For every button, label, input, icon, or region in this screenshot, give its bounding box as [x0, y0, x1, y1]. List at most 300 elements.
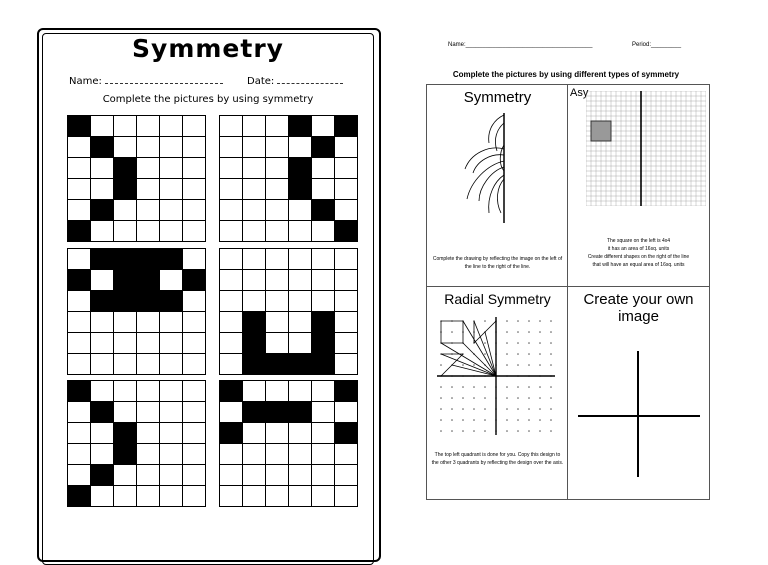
grid-dot: [462, 430, 464, 432]
grid-cell[interactable]: [137, 137, 159, 157]
grid-cell[interactable]: [266, 137, 288, 157]
grid-cell[interactable]: [266, 423, 288, 443]
grid-cell[interactable]: [312, 312, 334, 332]
grid-dot: [528, 386, 530, 388]
grid-cell[interactable]: [335, 381, 357, 401]
grid-cell[interactable]: [335, 249, 357, 269]
grid-cell[interactable]: [68, 465, 90, 485]
grid-cell[interactable]: [114, 270, 136, 290]
grid-cell[interactable]: [335, 221, 357, 241]
date-label: Date:: [247, 76, 275, 87]
grid-cell[interactable]: [183, 270, 205, 290]
grid-cell[interactable]: [91, 354, 113, 374]
design-line: [441, 354, 496, 376]
grid-cell[interactable]: [266, 486, 288, 506]
grid-cell[interactable]: [137, 158, 159, 178]
grid-dot: [484, 353, 486, 355]
grid-cell[interactable]: [137, 402, 159, 422]
instruction-line: it has an area of 16sq. units: [607, 246, 670, 252]
grid-cell[interactable]: [91, 312, 113, 332]
grid-dot: [517, 419, 519, 421]
grid-cell[interactable]: [91, 444, 113, 464]
grid-cell[interactable]: [289, 354, 311, 374]
quadrant-asymmetry: [567, 84, 710, 288]
grid-dot: [440, 408, 442, 410]
grid-cell[interactable]: [220, 291, 242, 311]
grid-cell[interactable]: [289, 333, 311, 353]
grid-cell[interactable]: [220, 381, 242, 401]
grid-cell[interactable]: [137, 312, 159, 332]
grid-cell[interactable]: [160, 312, 182, 332]
grid-cell[interactable]: [243, 137, 265, 157]
grid-cell[interactable]: [91, 423, 113, 443]
quadrant-instructions: Complete the drawing by reflecting the image on the left of the line to the right of the line.: [432, 256, 563, 270]
grid-dot: [473, 430, 475, 432]
grid-cell[interactable]: [160, 137, 182, 157]
grid-cell[interactable]: [312, 270, 334, 290]
grid-cell[interactable]: [312, 249, 334, 269]
grid-dot: [517, 320, 519, 322]
grid-cell[interactable]: [183, 179, 205, 199]
grid-cell[interactable]: [183, 486, 205, 506]
grid-cell[interactable]: [114, 179, 136, 199]
grid-cell[interactable]: [220, 402, 242, 422]
grid-cell[interactable]: [289, 249, 311, 269]
grid-cell[interactable]: [220, 465, 242, 485]
grid-cell[interactable]: [68, 402, 90, 422]
grid-cell[interactable]: [266, 402, 288, 422]
grid-cell[interactable]: [91, 333, 113, 353]
grid-dot: [539, 364, 541, 366]
grid-cell[interactable]: [289, 486, 311, 506]
grid-cell[interactable]: [312, 179, 334, 199]
grid-cell[interactable]: [289, 423, 311, 443]
grid-cell[interactable]: [114, 333, 136, 353]
grid-cell[interactable]: [289, 200, 311, 220]
grid-cell[interactable]: [137, 270, 159, 290]
grid-cell[interactable]: [137, 381, 159, 401]
symmetry-grid[interactable]: [67, 248, 206, 375]
grid-cell[interactable]: [137, 116, 159, 136]
grid-cell[interactable]: [312, 221, 334, 241]
grid-cell[interactable]: [335, 486, 357, 506]
worksheet-instruction: Complete the pictures by using symmetry: [102, 94, 314, 105]
grid-cell[interactable]: [243, 116, 265, 136]
grid-dot: [550, 353, 552, 355]
grid-dot: [484, 419, 486, 421]
grid-cell[interactable]: [114, 465, 136, 485]
grid-cell[interactable]: [243, 179, 265, 199]
grid-cell[interactable]: [335, 291, 357, 311]
grid-cell[interactable]: [243, 333, 265, 353]
grid-cell[interactable]: [114, 444, 136, 464]
design-line: [441, 354, 463, 376]
grid-cell[interactable]: [243, 270, 265, 290]
grid-cell[interactable]: [183, 465, 205, 485]
grid-dot: [451, 430, 453, 432]
grid-cell[interactable]: [220, 249, 242, 269]
grid-cell[interactable]: [137, 200, 159, 220]
grid-cell[interactable]: [114, 423, 136, 443]
grid-cell[interactable]: [220, 354, 242, 374]
grid-cell[interactable]: [266, 381, 288, 401]
grid-cell[interactable]: [335, 270, 357, 290]
grid-cell[interactable]: [160, 116, 182, 136]
name-line[interactable]: Name:______________________________________: [448, 42, 593, 48]
grid-dot: [528, 397, 530, 399]
grid-cell[interactable]: [183, 444, 205, 464]
grid-cell[interactable]: [114, 402, 136, 422]
grid-cell[interactable]: [91, 465, 113, 485]
grid-cell[interactable]: [68, 381, 90, 401]
grid-cell[interactable]: [266, 158, 288, 178]
grid-cell[interactable]: [289, 270, 311, 290]
grid-cell[interactable]: [243, 402, 265, 422]
grid-cell[interactable]: [220, 312, 242, 332]
grid-cell[interactable]: [137, 423, 159, 443]
grid-cell[interactable]: [114, 249, 136, 269]
quadrant-symmetry: [426, 84, 569, 288]
grid-cell[interactable]: [289, 381, 311, 401]
grid-dot: [517, 386, 519, 388]
grid-dot: [528, 342, 530, 344]
grid-cell[interactable]: [68, 249, 90, 269]
grid-cell[interactable]: [137, 444, 159, 464]
grid-cell[interactable]: [160, 158, 182, 178]
grid-dot: [517, 397, 519, 399]
grid-cell[interactable]: [335, 137, 357, 157]
grid-cell[interactable]: [220, 333, 242, 353]
grid-cell[interactable]: [335, 158, 357, 178]
grid-cell[interactable]: [137, 486, 159, 506]
grid-cell[interactable]: [91, 249, 113, 269]
grid-dot: [528, 419, 530, 421]
grid-cell[interactable]: [68, 200, 90, 220]
grid-dot: [440, 430, 442, 432]
grid-cell[interactable]: [160, 249, 182, 269]
grid-dot: [517, 430, 519, 432]
date-blank[interactable]: [277, 83, 343, 84]
grid-cell[interactable]: [160, 402, 182, 422]
grid-cell[interactable]: [114, 221, 136, 241]
grid-dot: [451, 408, 453, 410]
grid-cell[interactable]: [312, 423, 334, 443]
grid-cell[interactable]: [266, 444, 288, 464]
grid-cell[interactable]: [312, 200, 334, 220]
grid-cell[interactable]: [183, 402, 205, 422]
grid-cell[interactable]: [183, 333, 205, 353]
grid-cell[interactable]: [160, 270, 182, 290]
grid-cell[interactable]: [183, 291, 205, 311]
grid-cell[interactable]: [68, 486, 90, 506]
grid-dot: [440, 386, 442, 388]
grid-cell[interactable]: [243, 158, 265, 178]
grid-dot: [473, 386, 475, 388]
symmetry-grid[interactable]: [219, 115, 358, 242]
grid-cell[interactable]: [289, 291, 311, 311]
grid-cell[interactable]: [266, 354, 288, 374]
grid-dot: [451, 419, 453, 421]
grid-cell[interactable]: [91, 179, 113, 199]
grid-cell[interactable]: [335, 200, 357, 220]
grid-dot: [539, 342, 541, 344]
blank-axes[interactable]: [568, 327, 709, 497]
grid-cell[interactable]: [243, 291, 265, 311]
grid-cell[interactable]: [220, 179, 242, 199]
symmetry-worksheet-left: [37, 28, 379, 543]
grid-cell[interactable]: [137, 291, 159, 311]
grid-cell[interactable]: [183, 200, 205, 220]
grid-cell[interactable]: [68, 312, 90, 332]
grid-dot: [528, 430, 530, 432]
grid-dot: [506, 331, 508, 333]
grid-cell[interactable]: [312, 381, 334, 401]
grid-cell[interactable]: [68, 137, 90, 157]
area-grid[interactable]: [586, 91, 706, 206]
grid-dot: [550, 386, 552, 388]
grid-cell[interactable]: [91, 402, 113, 422]
grid-cell[interactable]: [114, 158, 136, 178]
grid-cell[interactable]: [220, 137, 242, 157]
grid-cell[interactable]: [266, 179, 288, 199]
grid-cell[interactable]: [68, 444, 90, 464]
grid-cell[interactable]: [266, 333, 288, 353]
grid-cell[interactable]: [160, 465, 182, 485]
grid-dot: [484, 342, 486, 344]
instruction-line: Create different shapes on the right of the line: [587, 254, 690, 260]
grid-cell[interactable]: [68, 158, 90, 178]
grid-cell[interactable]: [220, 116, 242, 136]
grid-cell[interactable]: [335, 423, 357, 443]
grid-dot: [506, 408, 508, 410]
grid-cell[interactable]: [68, 354, 90, 374]
grid-dot: [462, 386, 464, 388]
grid-cell[interactable]: [220, 158, 242, 178]
grid-cell[interactable]: [243, 249, 265, 269]
grid-cell[interactable]: [160, 291, 182, 311]
grid-cell[interactable]: [137, 354, 159, 374]
symmetry-grid[interactable]: [67, 115, 206, 242]
grid-dot: [484, 408, 486, 410]
grid-dot: [484, 386, 486, 388]
grid-cell[interactable]: [160, 354, 182, 374]
grid-cell[interactable]: [183, 137, 205, 157]
grid-dot: [539, 419, 541, 421]
grid-cell[interactable]: [91, 270, 113, 290]
grid-cell[interactable]: [243, 200, 265, 220]
grid-cell[interactable]: [289, 179, 311, 199]
grid-cell[interactable]: [335, 116, 357, 136]
grid-cell[interactable]: [289, 137, 311, 157]
design-line: [474, 321, 496, 376]
grid-cell[interactable]: [243, 221, 265, 241]
grid-cell[interactable]: [114, 381, 136, 401]
half-spider-drawing[interactable]: [427, 109, 568, 229]
grid-cell[interactable]: [160, 486, 182, 506]
grid-dot: [528, 331, 530, 333]
grid-cell[interactable]: [137, 179, 159, 199]
radial-dot-grid[interactable]: [427, 313, 568, 453]
grid-cell[interactable]: [68, 291, 90, 311]
symmetry-worksheet-right: [420, 34, 712, 500]
grid-cell[interactable]: [160, 200, 182, 220]
grid-dot: [539, 408, 541, 410]
grid-cell[interactable]: [114, 116, 136, 136]
grid-cell[interactable]: [312, 402, 334, 422]
grid-dot: [473, 397, 475, 399]
grid-dot: [506, 320, 508, 322]
grid-dot: [506, 342, 508, 344]
grid-cell[interactable]: [68, 423, 90, 443]
grid-cell[interactable]: [289, 402, 311, 422]
grid-cell[interactable]: [91, 200, 113, 220]
grid-dot: [539, 386, 541, 388]
grid-cell[interactable]: [183, 423, 205, 443]
grid-cell[interactable]: [160, 221, 182, 241]
grid-cell[interactable]: [312, 354, 334, 374]
grid-cell[interactable]: [266, 200, 288, 220]
grid-cell[interactable]: [183, 312, 205, 332]
grid-cell[interactable]: [68, 333, 90, 353]
grid-cell[interactable]: [220, 423, 242, 443]
grid-dot: [451, 386, 453, 388]
grid-cell[interactable]: [91, 221, 113, 241]
quadrant-title: Radial Symmetry: [444, 291, 551, 307]
grid-cell[interactable]: [114, 312, 136, 332]
grid-cell[interactable]: [289, 444, 311, 464]
grid-cell[interactable]: [91, 291, 113, 311]
grid-cell[interactable]: [266, 116, 288, 136]
grid-cell[interactable]: [243, 381, 265, 401]
symmetry-grid[interactable]: [219, 380, 358, 507]
grid-cell[interactable]: [91, 158, 113, 178]
grid-cell[interactable]: [312, 486, 334, 506]
grid-cell[interactable]: [243, 486, 265, 506]
grid-cell[interactable]: [266, 312, 288, 332]
grid-cell[interactable]: [183, 381, 205, 401]
grid-cell[interactable]: [289, 158, 311, 178]
grid-cell[interactable]: [289, 465, 311, 485]
grid-cell[interactable]: [137, 221, 159, 241]
grid-cell[interactable]: [114, 354, 136, 374]
grid-cell[interactable]: [266, 270, 288, 290]
grid-dot: [484, 320, 486, 322]
grid-cell[interactable]: [335, 444, 357, 464]
grid-cell[interactable]: [137, 249, 159, 269]
grid-cell[interactable]: [289, 312, 311, 332]
grid-cell[interactable]: [312, 444, 334, 464]
grid-cell[interactable]: [183, 116, 205, 136]
grid-cell[interactable]: [243, 444, 265, 464]
grid-cell[interactable]: [91, 486, 113, 506]
grid-cell[interactable]: [68, 270, 90, 290]
grid-dot: [517, 408, 519, 410]
grid-dot: [528, 320, 530, 322]
grid-cell[interactable]: [183, 249, 205, 269]
symmetry-grid[interactable]: [219, 248, 358, 375]
grid-cell[interactable]: [68, 221, 90, 241]
grid-cell[interactable]: [91, 116, 113, 136]
grid-cell[interactable]: [312, 465, 334, 485]
grid-cell[interactable]: [160, 423, 182, 443]
grid-cell[interactable]: [335, 465, 357, 485]
grid-dot: [462, 408, 464, 410]
grid-cell[interactable]: [183, 221, 205, 241]
grid-cell[interactable]: [312, 333, 334, 353]
worksheet-title: Symmetry: [132, 34, 284, 63]
grid-cell[interactable]: [114, 137, 136, 157]
grid-cell[interactable]: [335, 402, 357, 422]
grid-cell[interactable]: [160, 333, 182, 353]
grid-cell[interactable]: [312, 158, 334, 178]
grid-cell[interactable]: [137, 465, 159, 485]
grid-dot: [550, 331, 552, 333]
grid-cell[interactable]: [220, 221, 242, 241]
grid-cell[interactable]: [266, 291, 288, 311]
grid-cell[interactable]: [160, 444, 182, 464]
grid-dot: [462, 364, 464, 366]
grid-cell[interactable]: [266, 221, 288, 241]
grid-cell[interactable]: [335, 333, 357, 353]
grid-cell[interactable]: [289, 221, 311, 241]
grid-cell[interactable]: [220, 444, 242, 464]
grid-dot: [517, 331, 519, 333]
grid-cell[interactable]: [160, 179, 182, 199]
grid-cell[interactable]: [68, 179, 90, 199]
name-blank[interactable]: [105, 83, 223, 84]
grid-cell[interactable]: [335, 179, 357, 199]
symmetry-grid[interactable]: [67, 380, 206, 507]
grid-cell[interactable]: [183, 354, 205, 374]
grid-dot: [473, 364, 475, 366]
grid-cell[interactable]: [312, 291, 334, 311]
grid-cell[interactable]: [137, 333, 159, 353]
grid-dot: [484, 397, 486, 399]
grid-cell[interactable]: [220, 200, 242, 220]
grid-cell[interactable]: [335, 312, 357, 332]
grid-cell[interactable]: [91, 381, 113, 401]
grid-dot: [506, 364, 508, 366]
grid-dot: [473, 408, 475, 410]
grid-dot: [506, 353, 508, 355]
grid-cell[interactable]: [114, 291, 136, 311]
grid-cell[interactable]: [266, 465, 288, 485]
grid-cell[interactable]: [220, 270, 242, 290]
grid-cell[interactable]: [114, 486, 136, 506]
period-line[interactable]: Period:_________: [632, 42, 682, 48]
grid-dot: [451, 331, 453, 333]
grid-cell[interactable]: [243, 354, 265, 374]
grid-cell[interactable]: [266, 249, 288, 269]
grid-cell[interactable]: [91, 137, 113, 157]
grid-cell[interactable]: [312, 116, 334, 136]
grid-cell[interactable]: [243, 423, 265, 443]
grid-dot: [506, 430, 508, 432]
grid-dot: [462, 397, 464, 399]
name-label: Name:: [69, 76, 102, 87]
grid-cell[interactable]: [312, 137, 334, 157]
grid-cell[interactable]: [243, 312, 265, 332]
grid-cell[interactable]: [243, 465, 265, 485]
grid-cell[interactable]: [68, 116, 90, 136]
grid-cell[interactable]: [220, 486, 242, 506]
grid-cell[interactable]: [183, 158, 205, 178]
grid-cell[interactable]: [289, 116, 311, 136]
grid-cell[interactable]: [335, 354, 357, 374]
grid-cell[interactable]: [114, 200, 136, 220]
design-line: [485, 332, 496, 376]
grid-cell[interactable]: [160, 381, 182, 401]
